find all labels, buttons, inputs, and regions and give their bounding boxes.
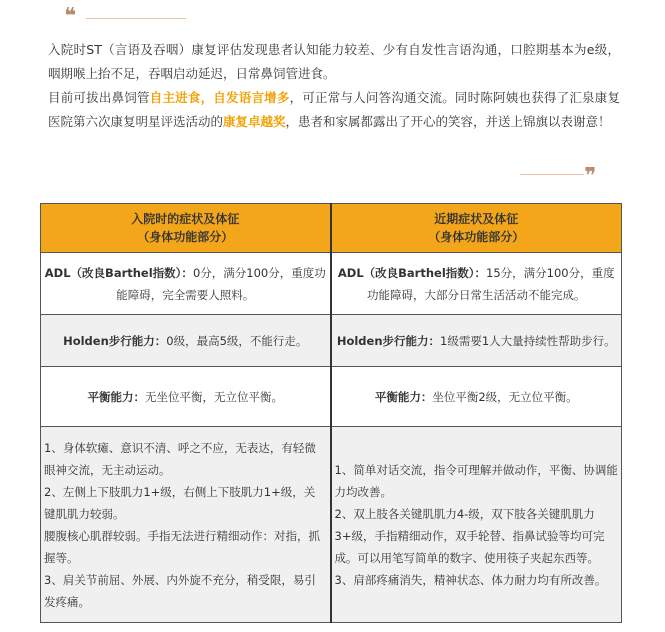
detail-line: 腰腹核心肌群较弱。手指无法进行精细动作：对指，抓握等。	[44, 528, 320, 565]
paragraph-text: ，患者和家属都露出了开心的笑容，并送上锦旗以表谢意！	[285, 114, 611, 129]
cell-text: 15分，满分100分，重度功能障碍，大部分日常生活活动不能完成。	[367, 265, 615, 302]
table-cell	[41, 367, 331, 427]
cell-label: ADL（改良Barthel指数）：	[44, 265, 193, 280]
column-header	[41, 204, 331, 253]
detail-line: 3、肩部疼痛消失，精神状态、体力耐力均有所改善。	[334, 572, 607, 587]
divider	[86, 18, 186, 19]
table-header-row	[41, 204, 622, 253]
table-row	[41, 367, 622, 427]
table-cell	[331, 367, 622, 427]
intro-paragraph: 入院时ST（言语及吞咽）康复评估发现患者认知能力较差、少有自发性言语沟通，口腔期基本为e级，咽期喉上抬不足，吞咽启动延迟，日常鼻饲管进食。	[48, 42, 620, 81]
open-quote-icon: ❛❛	[64, 4, 74, 29]
cell-label: ADL（改良Barthel指数）：	[337, 265, 487, 280]
divider	[520, 174, 584, 175]
table-cell	[41, 253, 331, 315]
cell-text: 无坐位平衡，无立位平衡。	[145, 389, 283, 404]
highlight-text: 自主进食，自发语言增多	[149, 90, 290, 105]
cell-text: 0分，满分100分，重度功能障碍，完全需要人照料。	[116, 265, 326, 302]
table-row	[41, 253, 622, 315]
header-title: 近期症状及体征	[434, 212, 519, 226]
highlight-text: 康复卓越奖	[223, 114, 286, 129]
progress-paragraph	[48, 86, 620, 134]
cell-text: 坐位平衡2级，无立位平衡。	[432, 389, 578, 404]
detail-line: 1、简单对话交流，指令可理解并做动作，平衡、协调能力均改善。	[334, 462, 618, 499]
detail-line: 1、身体软瘫、意识不清、呼之不应，无表达，有轻微眼神交流，无主动运动。	[44, 440, 316, 477]
table-cell	[331, 315, 622, 367]
header-subtitle: （身体功能部分）	[428, 230, 525, 244]
open-quote-decoration	[48, 4, 188, 29]
detail-line: 2、双上肢各关键肌肌力4-级，双下肢各关键肌肌力3+级，手指精细动作，双手轮替、指鼻试验等均可完成。可以用笔写简单的数字、使用筷子夹起东西等。	[334, 506, 605, 565]
table-row	[41, 427, 622, 623]
comparison-table	[40, 203, 622, 623]
table-cell	[331, 253, 622, 315]
detail-line: 2、左侧上下肢肌力1+级，右侧上下肢肌力1+级，关键肌肌力较弱。	[44, 484, 316, 521]
cell-text: 1级需要1人大量持续性帮助步行。	[440, 333, 616, 348]
cell-label: 平衡能力：	[87, 389, 145, 404]
cell-label: Holden步行能力：	[63, 333, 167, 348]
close-quote-decoration	[520, 164, 620, 189]
table-cell	[41, 315, 331, 367]
close-quote-icon: ❜❜	[584, 164, 594, 189]
paragraph-text: ，可正常与人问答沟通交流。同时陈阿姨也获得了汇泉康复医院第六次康复明星评选活动的	[48, 90, 620, 129]
detail-line: 3、肩关节前屈、外展、内外旋不充分，稍受限，易引发疼痛。	[44, 572, 316, 609]
table-cell	[331, 427, 622, 623]
table-cell	[41, 427, 331, 623]
cell-label: Holden步行能力：	[336, 333, 441, 348]
cell-text: 0级，最高5级，不能行走。	[166, 333, 308, 348]
header-subtitle: （身体功能部分）	[137, 230, 234, 244]
header-title: 入院时的症状及体征	[131, 212, 240, 226]
column-header	[331, 204, 622, 253]
table-row	[41, 315, 622, 367]
cell-label: 平衡能力：	[374, 389, 433, 404]
paragraph-text: 目前可拔出鼻饲管	[48, 90, 150, 105]
